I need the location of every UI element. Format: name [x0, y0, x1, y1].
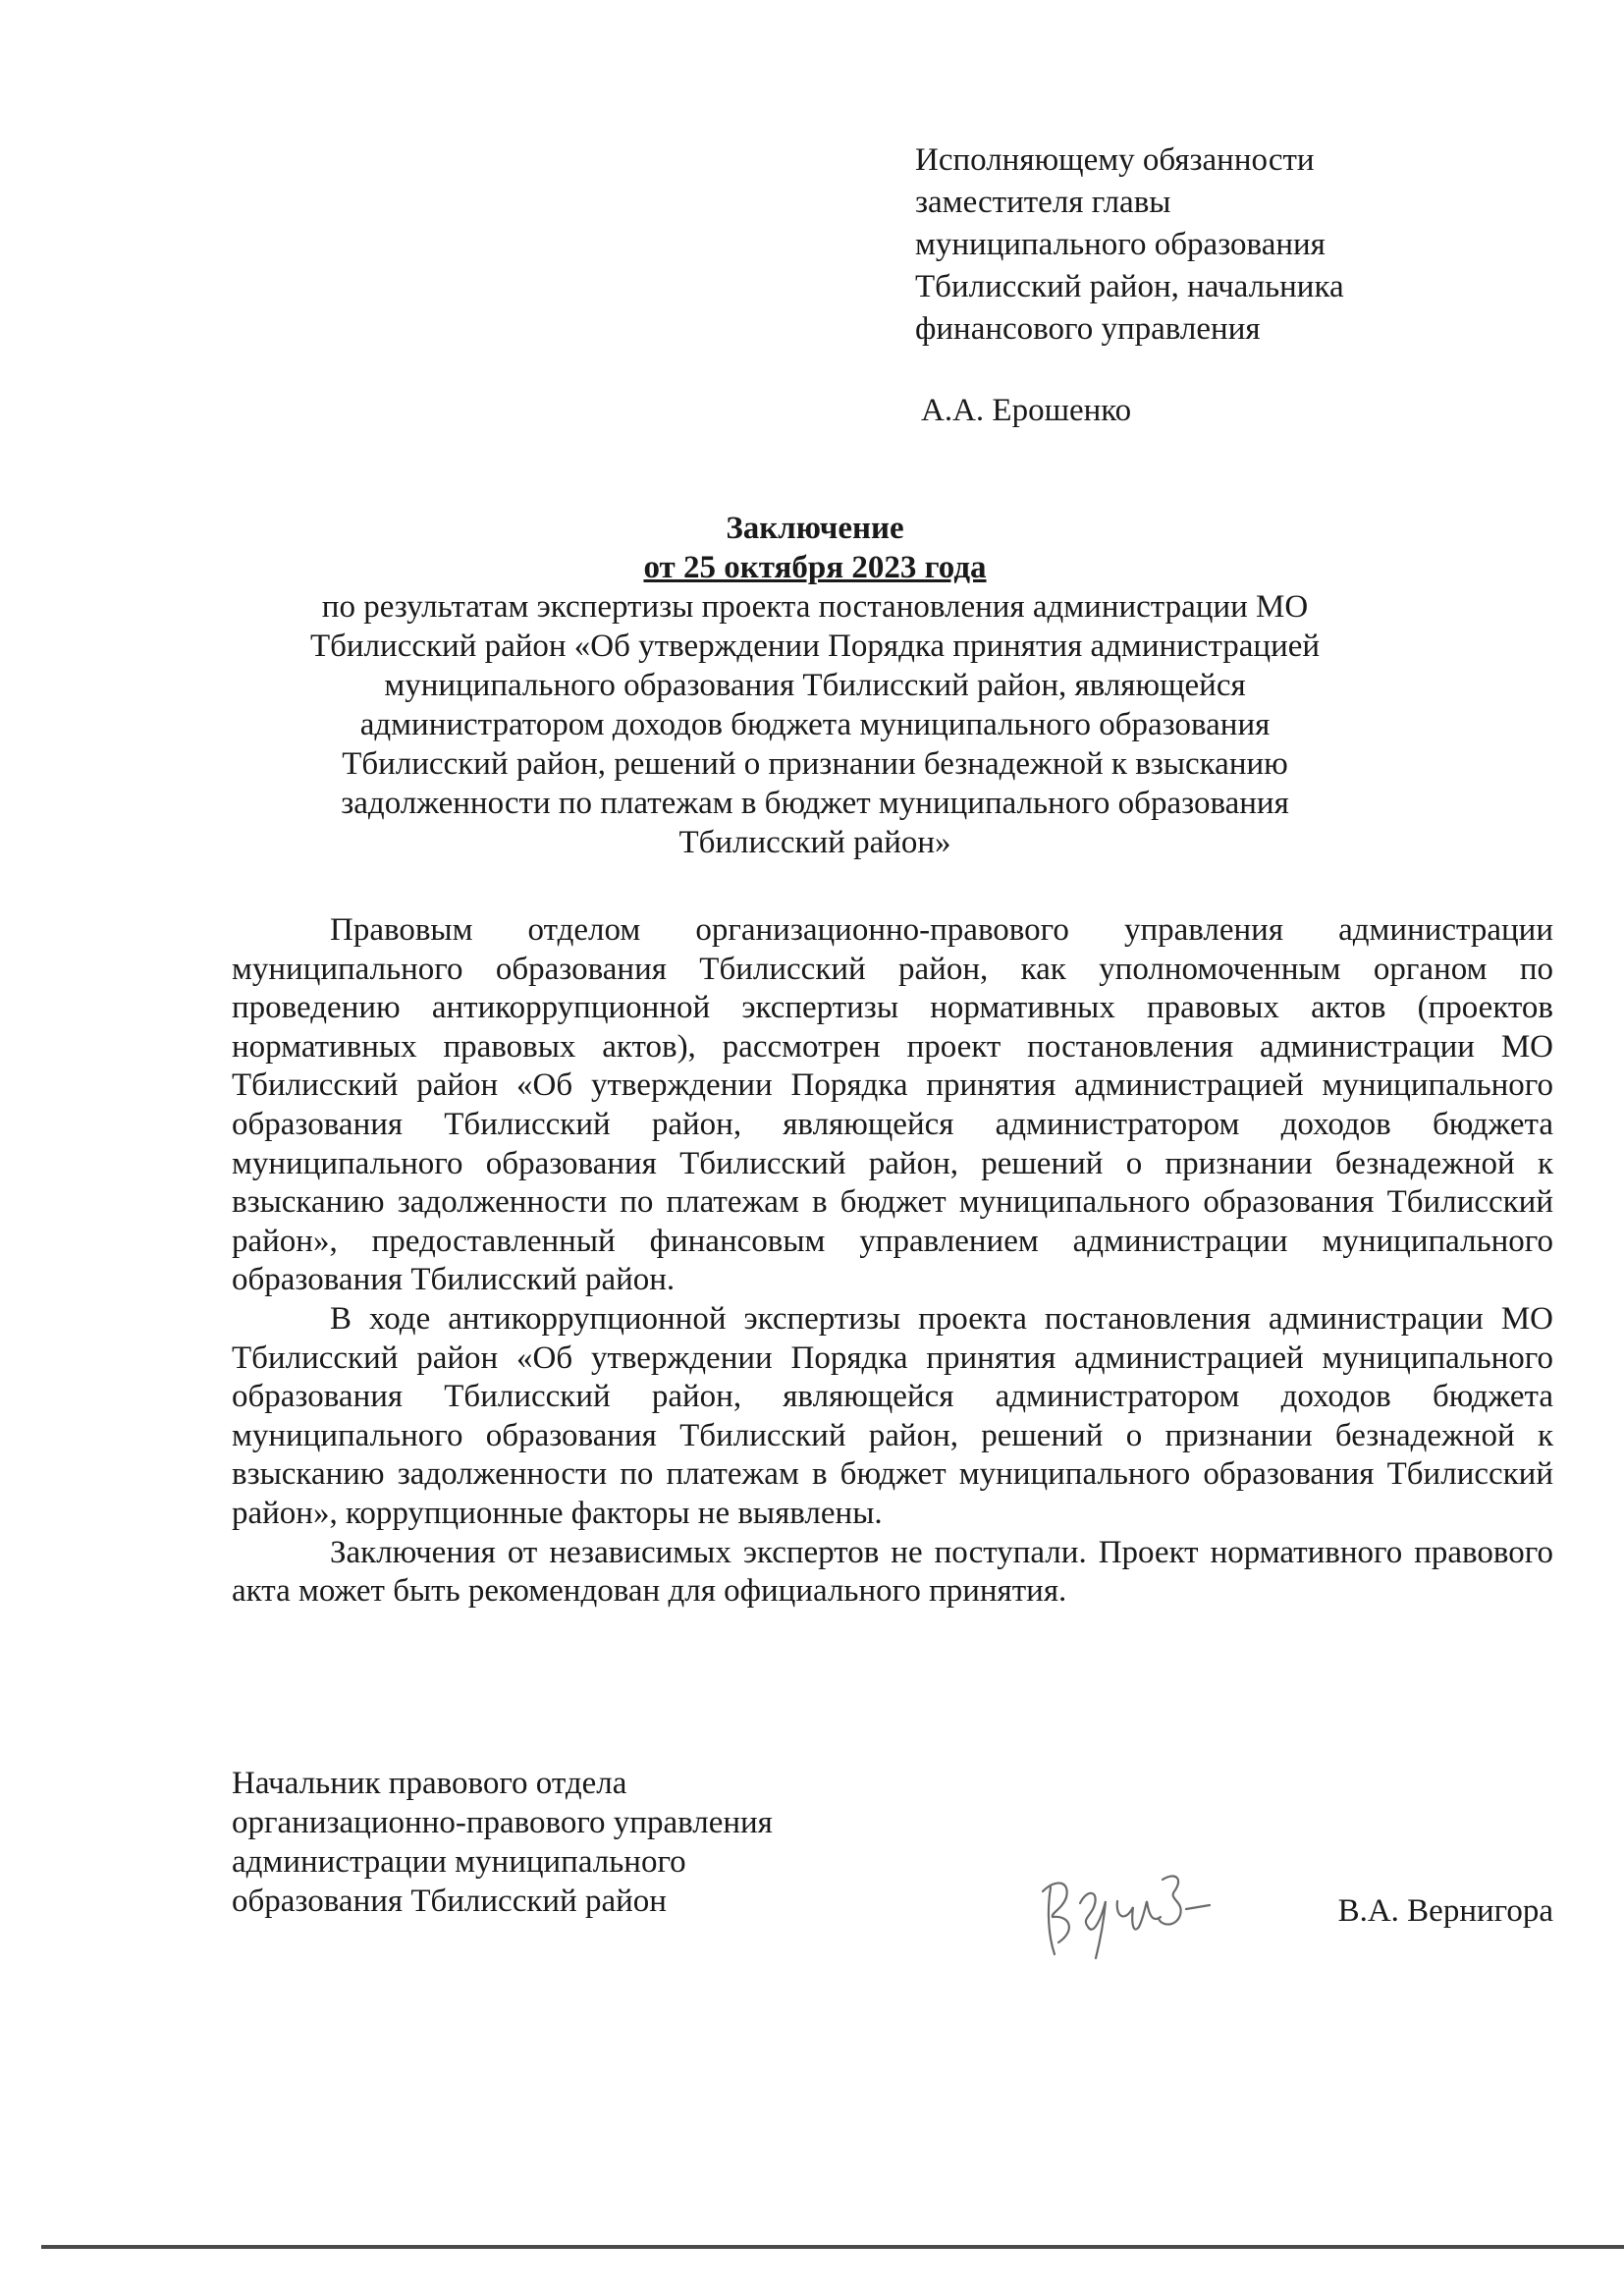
subject-line: администратором доходов бюджета муниципального образования: [359, 707, 1271, 742]
document-body: [232, 911, 1553, 1612]
body-paragraph: В ходе антикоррупционной экспертизы проекта постановления администрации МО Тбилисский район «Об утверждении Порядка принятия администрацией муниципального образования Тбилисский район, являющейся администратором доходов бюджета муниципального образования Тбилисский район, решений о признании безнадежной к взысканию задолженности по платежам в бюджет муниципального образования Тбилисский район», коррупционные факторы не выявлены.: [232, 1300, 1553, 1531]
addressee-name: А.А. Ерошенко: [921, 393, 1132, 428]
document-date: от 25 октября 2023 года: [643, 550, 987, 585]
body-paragraph: Заключения от независимых экспертов не поступали. Проект нормативного правового акта может быть рекомендован для официального принятия.: [232, 1534, 1553, 1610]
signer-name: В.А. Вернигора: [1337, 1893, 1553, 1929]
addressee-line: заместителя главы: [915, 185, 1171, 220]
signer-position-line: администрации муниципального: [232, 1844, 686, 1880]
body-paragraph: Правовым отделом организационно-правового управления администрации муниципального образования Тбилисский район, как уполномоченным органом по проведению антикоррупционной экспертизы нормативных правовых актов (проектов нормативных правовых актов), рассмотрен проект постановления администрации МО Тбилисский район «Об утверждении Порядка принятия администрацией муниципального образования Тбилисский район, являющейся администратором доходов бюджета муниципального образования Тбилисский район, решений о признании безнадежной к взысканию задолженности по платежам в бюджет муниципального образования Тбилисский район», предоставленный финансовым управлением администрации муниципального образования Тбилисский район.: [232, 912, 1553, 1298]
page-bottom-rule: [41, 2245, 1624, 2249]
document-header: [275, 509, 1355, 862]
signer-position: [232, 1764, 919, 1921]
handwritten-signature: [1037, 1858, 1223, 1966]
addressee-line: финансового управления: [915, 311, 1261, 347]
addressee-line: Тбилисский район, начальника: [915, 269, 1344, 304]
subject-line: муниципального образования Тбилисский район, являющейся: [384, 668, 1246, 703]
subject-line: задолженности по платежам в бюджет муниципального образования: [341, 786, 1289, 821]
subject-line: Тбилисский район, решений о признании безнадежной к взысканию: [342, 746, 1288, 782]
signer-position-line: организационно-правового управления: [232, 1805, 773, 1840]
subject-line: Тбилисский район «Об утверждении Порядка принятия администрацией: [309, 629, 1321, 664]
signer-position-line: Начальник правового отдела: [232, 1766, 627, 1801]
addressee-line: муниципального образования: [915, 227, 1326, 262]
subject-line: Тбилисский район»: [678, 825, 951, 860]
subject-line: по результатам экспертизы проекта постановления администрации МО: [321, 589, 1309, 625]
signature-block: [232, 1764, 1553, 1980]
document-title: Заключение: [726, 511, 904, 546]
addressee-line: Исполняющему обязанности: [915, 142, 1315, 178]
addressee-block: [915, 139, 1524, 432]
signer-position-line: образования Тбилисский район: [232, 1884, 667, 1919]
